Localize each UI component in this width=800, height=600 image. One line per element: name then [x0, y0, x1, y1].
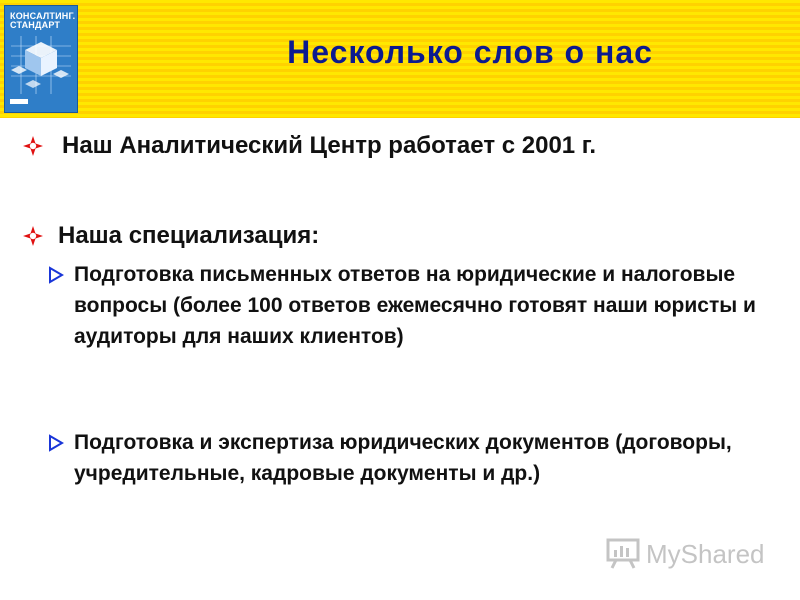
sub-bullet-text: Подготовка и экспертиза юридических документов (договоры, учредительные, кадровые документы и др.): [74, 431, 732, 485]
blue-outline-triangle-icon: [48, 434, 64, 452]
logo-badge: [10, 99, 28, 104]
blue-outline-triangle-icon: [48, 266, 64, 284]
watermark: [606, 538, 765, 570]
bullet-text: Наш Аналитический Центр работает с 2001 г.: [62, 132, 597, 159]
logo-line-1: КОНСАЛТИНГ.: [10, 11, 76, 21]
logo: [4, 5, 78, 113]
header-banner: [0, 0, 800, 118]
presentation-board-icon: [606, 538, 640, 570]
sub-bullet-text: Подготовка письменных ответов на юридические и налоговые вопросы (более 100 ответов ежемесячно готовят наши юристы и аудиторы для наших клиентов): [74, 263, 756, 348]
bullet-text: Наша специализация:: [58, 222, 320, 249]
sub-bullet-item: [48, 427, 780, 489]
red-diamond-star-icon: [22, 135, 44, 157]
logo-text: [10, 12, 75, 30]
sub-bullet-item: [48, 259, 780, 352]
red-diamond-star-icon: [22, 225, 44, 247]
watermark-text: MyShared: [646, 538, 765, 569]
logo-line-2: СТАНДАРТ: [10, 20, 61, 30]
bullet-item: [22, 132, 792, 160]
cube-graphic-icon: [11, 36, 73, 96]
bullet-item: [22, 222, 792, 250]
page-title: Несколько слов о нас: [287, 34, 653, 70]
